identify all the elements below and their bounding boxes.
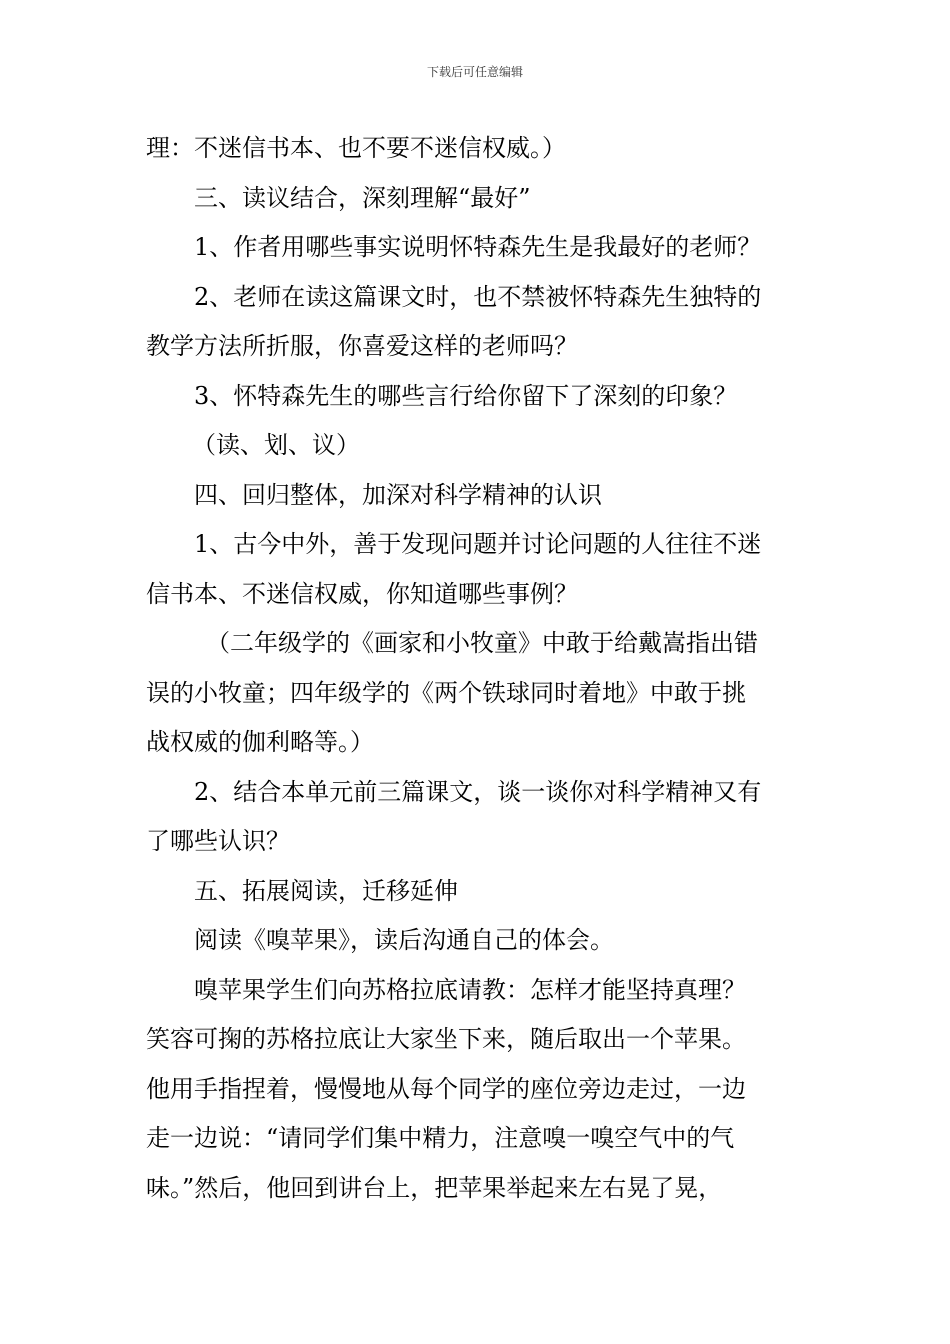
page-header: 下载后可任意编辑 xyxy=(426,65,523,79)
section-heading: 四、回归整体，加深对科学精神的认识 xyxy=(194,480,602,509)
text-line: 笑容可掬的苏格拉底让大家坐下来，随后取出一个苹果。 xyxy=(146,1025,746,1053)
text-line: 味。”然后，他回到讲台上，把苹果举起来左右晃了晃， xyxy=(146,1173,723,1202)
question-line: 2、结合本单元前三篇课文，谈一谈你对科学精神又有 xyxy=(194,777,762,806)
text-line: （读、划、议） xyxy=(192,431,360,459)
text-line: （二年级学的《画家和小牧童》中敢于给戴嵩指出错 xyxy=(206,629,758,657)
section-heading: 五、拓展阅读，迁移延伸 xyxy=(194,876,458,905)
text-line: 嗅苹果学生们向苏格拉底请教：怎样才能坚持真理？ xyxy=(194,975,746,1004)
text-line: 战权威的伽利略等。） xyxy=(146,728,374,756)
text-line: 教学方法所折服，你喜爱这样的老师吗？ xyxy=(146,332,578,360)
question-line: 1、古今中外，善于发现问题并讨论问题的人往往不迷 xyxy=(194,530,762,558)
text-line: 他用手指捏着，慢慢地从每个同学的座位旁边走过，一边 xyxy=(146,1074,746,1103)
text-line: 误的小牧童；四年级学的《两个铁球同时着地》中敢于挑 xyxy=(146,678,746,707)
question-line: 2、老师在读这篇课文时，也不禁被怀特森先生独特的 xyxy=(194,282,762,311)
text-line: 理：不迷信书本、也不要不迷信权威。） xyxy=(146,134,566,162)
question-line: 3、怀特森先生的哪些言行给你留下了深刻的印象？ xyxy=(194,381,738,410)
document-body xyxy=(146,124,810,1213)
section-heading: 三、读议结合，深刻理解“最好” xyxy=(194,183,531,212)
question-line: 1、作者用哪些事实说明怀特森先生是我最好的老师？ xyxy=(194,233,762,261)
text-line: 信书本、不迷信权威，你知道哪些事例？ xyxy=(146,579,578,608)
text-line: 了哪些认识？ xyxy=(146,827,290,855)
text-line: 阅读《嗅苹果》，读后沟通自己的体会。 xyxy=(194,926,614,954)
text-line: 走一边说：“请同学们集中精力，注意嗅一嗅空气中的气 xyxy=(146,1124,735,1152)
